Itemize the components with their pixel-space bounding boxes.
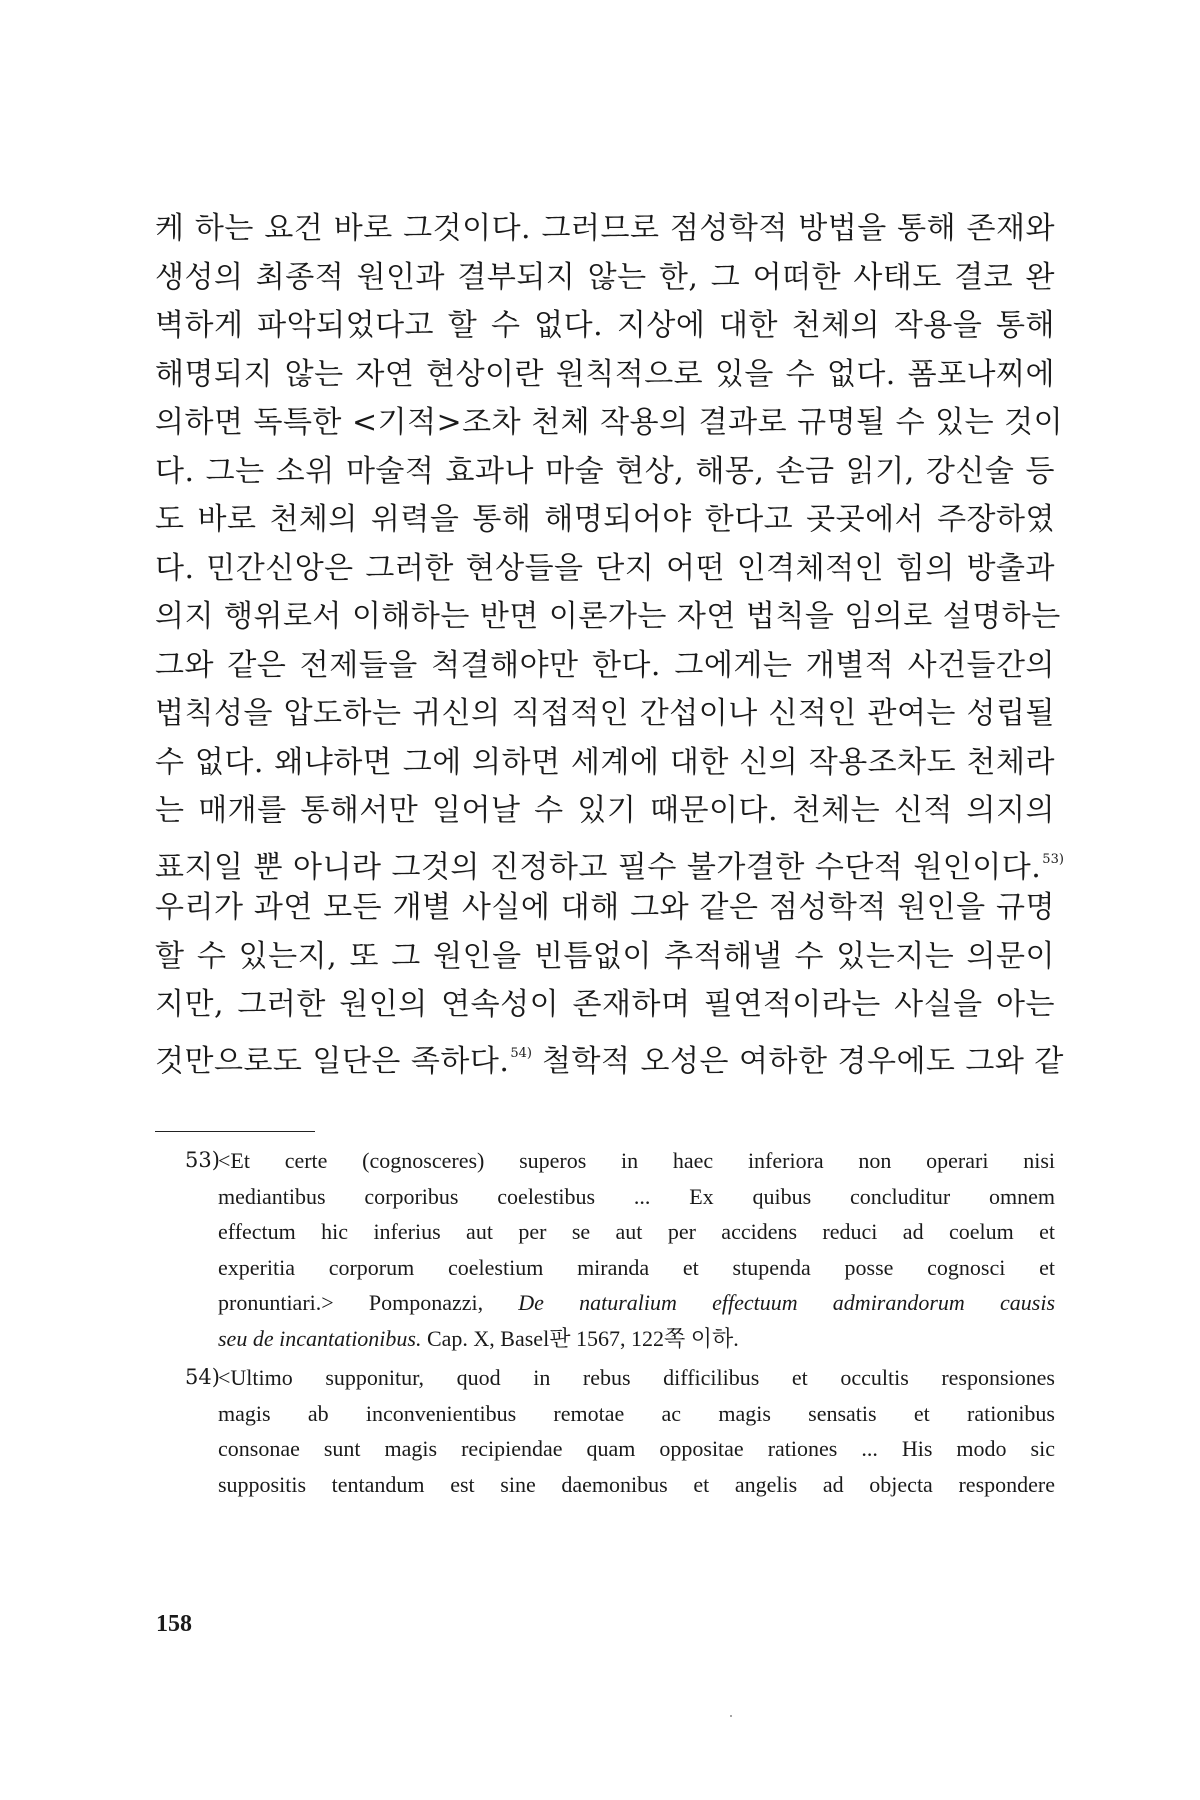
text-line: 의지 행위로서 이해하는 반면 이론가는 자연 법칙을 임의로 설명하는	[155, 599, 1061, 634]
footnote-number: 54)	[185, 1365, 220, 1389]
footnote-line: experitia corporum coelestium miranda et stupenda posse cognosci et	[218, 1254, 1055, 1280]
text-line: 지만, 그러한 원인의 연속성이 존재하며 필연적이라는 사실을 아는	[155, 987, 1055, 1022]
footnote-ref-54[interactable]: 54)	[510, 1045, 533, 1061]
text-line: 벽하게 파악되었다고 할 수 없다. 지상에 대한 천체의 작용을 통해	[155, 308, 1055, 343]
text-segment: 철학적 오성은 여하한 경우에도 그와 같	[532, 1043, 1064, 1079]
text-line: 는 매개를 통해서만 일어날 수 있기 때문이다. 천체는 신적 의지의	[155, 793, 1055, 828]
footnote-line: <Ultimo supponitur, quod in rebus difficilibus et occultis responsiones	[218, 1365, 1055, 1390]
text-segment: 것만으로도 일단은 족하다.	[155, 1043, 510, 1079]
text-line: 할 수 있는지, 또 그 원인을 빈틈없이 추적해낼 수 있는지는 의문이	[155, 938, 1055, 974]
text-line: 법칙성을 압도하는 귀신의 직접적인 간섭이나 신적인 관여는 성립될	[155, 696, 1055, 731]
page-number: 158	[156, 1611, 192, 1637]
footnotes	[185, 1143, 1055, 1506]
footnote-ref-53[interactable]: 53)	[1042, 851, 1064, 867]
scan-speck	[730, 1715, 732, 1717]
footnote-line: mediantibus corporibus coelestibus ... Ex quibus concluditur omnem	[218, 1183, 1055, 1209]
text-line: 다. 그는 소위 마술적 효과나 마술 현상, 해몽, 손금 읽기, 강신술 등	[155, 453, 1055, 489]
footnote-line: effectum hic inferius aut per se aut per accidens reduci ad coelum et	[218, 1219, 1055, 1244]
text-line: 의하면 독특한 <기적>조차 천체 작용의 결과로 규명될 수 있는 것이	[155, 405, 1064, 440]
book-title: De naturalium effectuum admirandorum causis	[518, 1290, 1056, 1315]
footnote-line	[218, 1321, 1055, 1357]
text-line: 다. 민간신앙은 그러한 현상들을 단지 어떤 인격체적인 힘의 방출과	[155, 550, 1055, 586]
text-line: 그와 같은 전제들을 척결해야만 한다. 그에게는 개별적 사건들간의	[155, 647, 1055, 683]
footnote-text: Cap. X, Basel판 1567, 122쪽 이하.	[421, 1325, 739, 1351]
footnote-number: 53)	[185, 1148, 220, 1172]
book-title: seu de incantationibus.	[218, 1325, 422, 1351]
footnote-53	[185, 1143, 1055, 1356]
footnote-54	[185, 1360, 1055, 1502]
text-line: 우리가 과연 모든 개별 사실에 대해 그와 같은 점성학적 원인을 규명	[155, 890, 1055, 925]
text-line: 해명되지 않는 자연 현상이란 원칙적으로 있을 수 없다. 폼포나찌에	[155, 356, 1055, 392]
footnote-line: magis ab inconvenientibus remotae ac magis sensatis et rationibus	[218, 1400, 1055, 1426]
footnote-line: suppositis tentandum est sine daemonibus et angelis ad objecta respondere	[218, 1471, 1055, 1497]
text-line: 도 바로 천체의 위력을 통해 해명되어야 한다고 곳곳에서 주장하였	[155, 502, 1055, 537]
footnote-text: pronuntiari.> Pomponazzi,	[218, 1290, 519, 1315]
footnote-line	[218, 1285, 1055, 1321]
text-line: 생성의 최종적 원인과 결부되지 않는 한, 그 어떠한 사태도 결코 완	[155, 259, 1055, 295]
footnote-line: consonae sunt magis recipiendae quam oppositae rationes ... His modo sic	[218, 1436, 1055, 1461]
text-segment: 표지일 뿐 아니라 그것의 진정하고 필수 불가결한 수단적 원인이다.	[155, 849, 1042, 885]
footnote-line: <Et certe (cognosceres) superos in haec inferiora non operari nisi	[218, 1148, 1055, 1173]
main-text	[155, 205, 1064, 1079]
text-line: 케 하는 요건 바로 그것이다. 그러므로 점성학적 방법을 통해 존재와	[155, 211, 1055, 246]
text-line-with-fnref	[155, 836, 1064, 885]
text-line: 수 없다. 왜냐하면 그에 의하면 세계에 대한 신의 작용조차도 천체라	[155, 744, 1055, 780]
footnote-divider	[155, 1131, 315, 1132]
text-line-with-fnref	[155, 1030, 1064, 1079]
